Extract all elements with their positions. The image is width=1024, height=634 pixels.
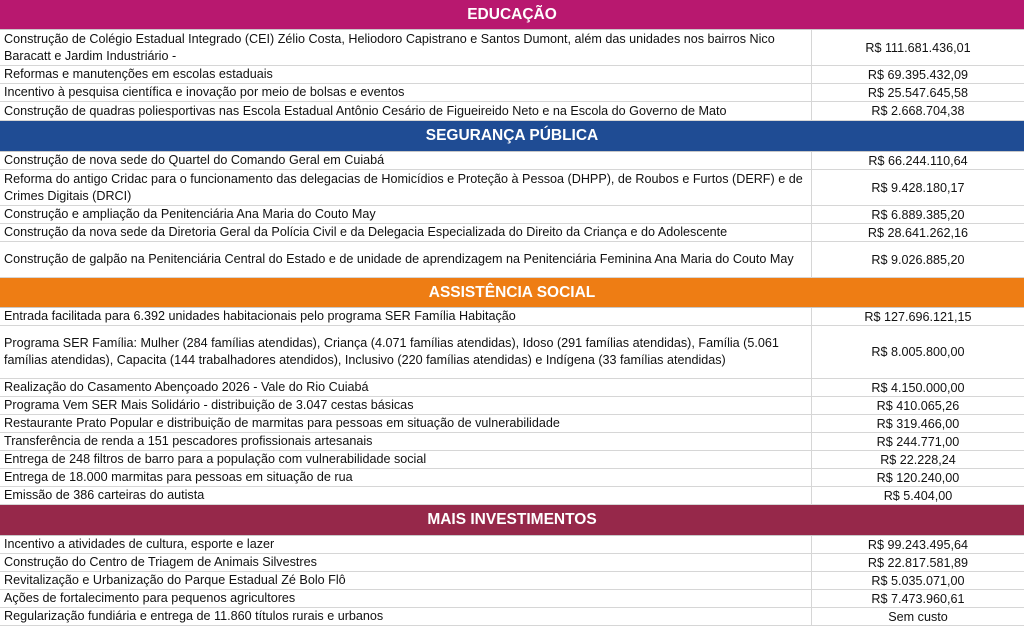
table-row [0, 487, 1024, 505]
table-row [0, 451, 1024, 469]
row-description: Reformas e manutenções em escolas estaduais [0, 66, 812, 83]
table-row [0, 224, 1024, 242]
row-description: Construção da nova sede da Diretoria Geral da Polícia Civil e da Delegacia Especializada do Direito da Criança e do Adolescente [0, 224, 812, 241]
section-header-educacao: EDUCAÇÃO [0, 0, 1024, 30]
table-row [0, 590, 1024, 608]
table-row [0, 608, 1024, 626]
table-row [0, 102, 1024, 121]
row-value: R$ 22.228,24 [880, 452, 956, 467]
row-description: Incentivo a atividades de cultura, esporte e lazer [0, 536, 812, 553]
row-value: R$ 28.641.262,16 [867, 225, 969, 240]
row-value: R$ 319.466,00 [876, 416, 960, 431]
table-row [0, 66, 1024, 84]
row-value: R$ 4.150.000,00 [871, 380, 965, 395]
row-description: Construção do Centro de Triagem de Animais Silvestres [0, 554, 812, 571]
row-value: R$ 8.005.800,00 [871, 345, 965, 359]
row-value: R$ 120.240,00 [876, 470, 960, 485]
row-description: Construção de nova sede do Quartel do Comando Geral em Cuiabá [0, 152, 812, 169]
table-row [0, 415, 1024, 433]
table-row [0, 170, 1024, 206]
section-header-assistencia-social: ASSISTÊNCIA SOCIAL [0, 278, 1024, 308]
row-description: Reforma do antigo Cridac para o funcionamento das delegacias de Homicídios e Proteção à Pessoa (DHPP), de Roubos e Furtos (DERF) e de Crimes Digitais (DRCI) [0, 170, 812, 205]
table-row [0, 206, 1024, 224]
row-description: Construção e ampliação da Penitenciária Ana Maria do Couto May [0, 206, 812, 223]
row-value: R$ 5.035.071,00 [871, 573, 965, 588]
row-description: Restaurante Prato Popular e distribuição de marmitas para pessoas em situação de vulnerabilidade [0, 415, 812, 432]
row-value: R$ 5.404,00 [883, 488, 953, 503]
table-row [0, 433, 1024, 451]
row-value: R$ 99.243.495,64 [867, 537, 969, 552]
row-description: Realização do Casamento Abençoado 2026 - Vale do Rio Cuiabá [0, 379, 812, 396]
table-row [0, 30, 1024, 66]
row-description: Entrada facilitada para 6.392 unidades habitacionais pelo programa SER Família Habitação [0, 308, 812, 325]
row-description: Emissão de 386 carteiras do autista [0, 487, 812, 504]
row-value: R$ 244.771,00 [876, 434, 960, 449]
row-description: Programa Vem SER Mais Solidário - distribuição de 3.047 cestas básicas [0, 397, 812, 414]
row-description: Ações de fortalecimento para pequenos agricultores [0, 590, 812, 607]
row-description: Construção de galpão na Penitenciária Central do Estado e de unidade de aprendizagem na Penitenciária Feminina Ana Maria do Couto May [0, 242, 812, 277]
table-row [0, 242, 1024, 278]
table-row [0, 152, 1024, 170]
section-header-seguranca-publica: SEGURANÇA PÚBLICA [0, 121, 1024, 152]
table-row [0, 554, 1024, 572]
row-description: Revitalização e Urbanização do Parque Estadual Zé Bolo Flô [0, 572, 812, 589]
table-row [0, 536, 1024, 554]
row-description: Construção de Colégio Estadual Integrado (CEI) Zélio Costa, Heliodoro Capistrano e Santos Dumont, além das unidades nos bairros Nico Baracatt e Jardim Industriário - [0, 30, 812, 65]
row-description: Programa SER Família: Mulher (284 famílias atendidas), Criança (4.071 famílias atendidas), Idoso (291 famílias atendidas), Família (5.061 famílias atendidas), Capacita (144 trabalhadores atendidos), Inclusivo (220 famílias atendidas) e Indígena (33 famílias atendidas) [0, 326, 812, 378]
row-value: R$ 69.395.432,09 [867, 67, 969, 82]
table-row [0, 397, 1024, 415]
row-description: Entrega de 18.000 marmitas para pessoas em situação de rua [0, 469, 812, 486]
row-description: Transferência de renda a 151 pescadores profissionais artesanais [0, 433, 812, 450]
row-value: R$ 9.026.885,20 [871, 252, 965, 267]
table-row [0, 469, 1024, 487]
row-value: R$ 6.889.385,20 [871, 207, 965, 222]
row-value: R$ 2.668.704,38 [871, 104, 965, 118]
row-description: Construção de quadras poliesportivas nas Escola Estadual Antônio Cesário de Figueireido Neto e na Escola do Governo de Mato [0, 102, 812, 120]
row-value: R$ 127.696.121,15 [864, 309, 972, 324]
table-row [0, 572, 1024, 590]
row-value: R$ 111.681.436,01 [865, 40, 971, 55]
table-row [0, 326, 1024, 379]
row-value: R$ 25.547.645,58 [867, 85, 969, 100]
row-description: Entrega de 248 filtros de barro para a população com vulnerabilidade social [0, 451, 812, 468]
row-value: R$ 22.817.581,89 [867, 555, 969, 570]
section-header-mais-investimentos: MAIS INVESTIMENTOS [0, 505, 1024, 536]
row-value: Sem custo [888, 609, 948, 624]
table-row [0, 84, 1024, 102]
row-value: R$ 410.065,26 [876, 398, 960, 413]
table-row [0, 308, 1024, 326]
row-value: R$ 7.473.960,61 [871, 591, 965, 606]
row-value: R$ 66.244.110,64 [868, 153, 968, 168]
row-value: R$ 9.428.180,17 [871, 180, 965, 195]
row-description: Regularização fundiária e entrega de 11.860 títulos rurais e urbanos [0, 608, 812, 625]
table-row [0, 379, 1024, 397]
row-description: Incentivo à pesquisa científica e inovação por meio de bolsas e eventos [0, 84, 812, 101]
